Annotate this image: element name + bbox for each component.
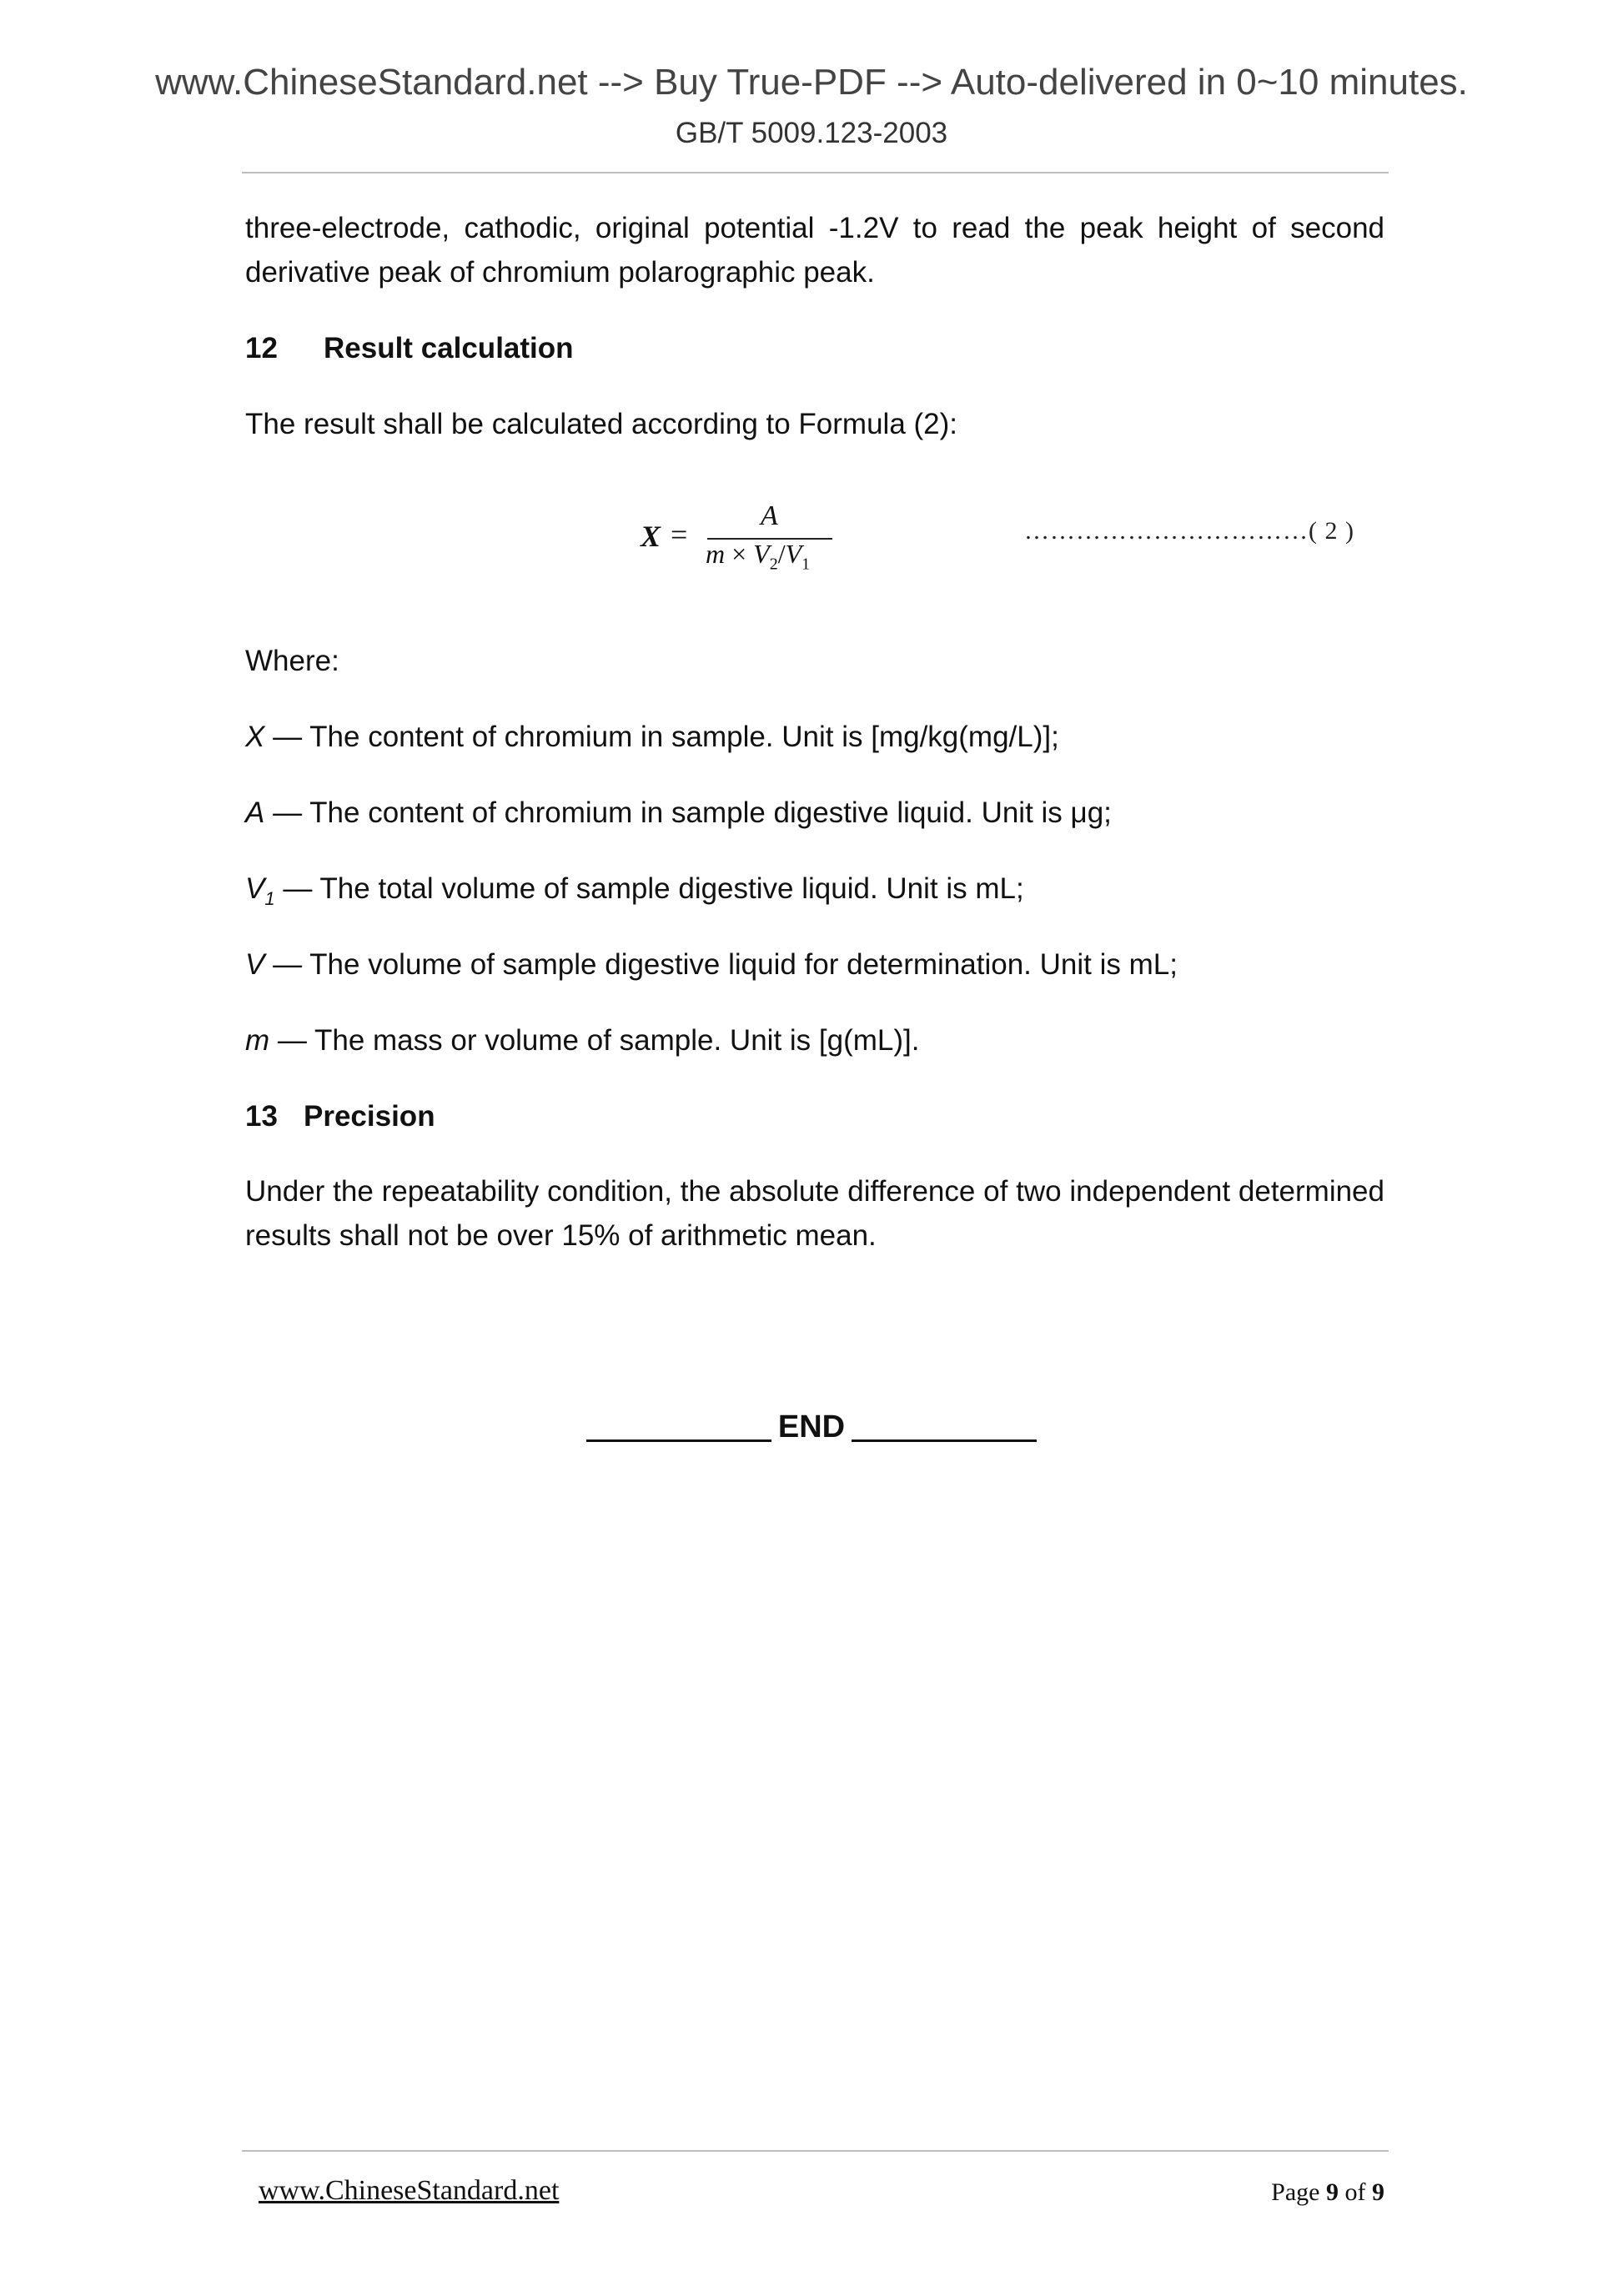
footer-website-link[interactable]: www.ChineseStandard.net [259,2175,560,2206]
end-marker: END [0,1409,1623,1445]
header-divider [242,172,1389,173]
formula-2 [634,499,884,578]
precision-line-2: results shall not be over 15% of arithmetic mean. [245,1219,877,1252]
page-number: Page 9 of 9 [1271,2178,1384,2206]
formula-equals: = [671,518,688,551]
intro-line-1: three-electrode, cathodic, original potential -1.2V to read the peak height of second [245,212,1384,244]
standard-code: GB/T 5009.123-2003 [675,117,948,149]
definition-m: m — The mass or volume of sample. Unit is [g(mL)]. [245,1024,920,1057]
definition-x: X — The content of chromium in sample. Unit is [mg/kg(mg/L)]; [245,721,1059,753]
definition-a: A — The content of chromium in sample digestive liquid. Unit is μg; [245,796,1112,829]
definition-v1: $V_1$ — The total volume of sample digestive liquid. Unit is mL; [245,872,1024,909]
section-title: Precision [304,1100,435,1133]
formula-lead: The result shall be calculated according to Formula (2): [245,408,958,440]
section-title: Result calculation [324,332,574,364]
section-12-heading [245,326,1384,370]
formula-denominator: $m \times V_2/V_1$ [706,539,811,574]
header-banner[interactable]: www.ChineseStandard.net --> Buy True-PDF --> Auto-delivered in 0~10 minutes. [155,62,1468,103]
section-13-heading [245,1094,1384,1138]
section-number: 13 [245,1100,278,1133]
end-rule-right [852,1439,1037,1442]
formula-reference: ……………………………( 2 ) [1024,517,1354,545]
precision-line-1: Under the repeatability condition, the absolute difference of two independent determined [245,1175,1384,1208]
formula-lhs: X [641,520,661,553]
end-rule-left [586,1439,771,1442]
section-number: 12 [245,332,278,364]
where-label: Where: [245,645,339,677]
definition-v: V — The volume of sample digestive liquid for determination. Unit is mL; [245,948,1178,981]
footer-divider [242,2150,1389,2152]
formula-numerator: A [761,500,778,531]
intro-line-2: derivative peak of chromium polarographic peak. [245,256,875,289]
